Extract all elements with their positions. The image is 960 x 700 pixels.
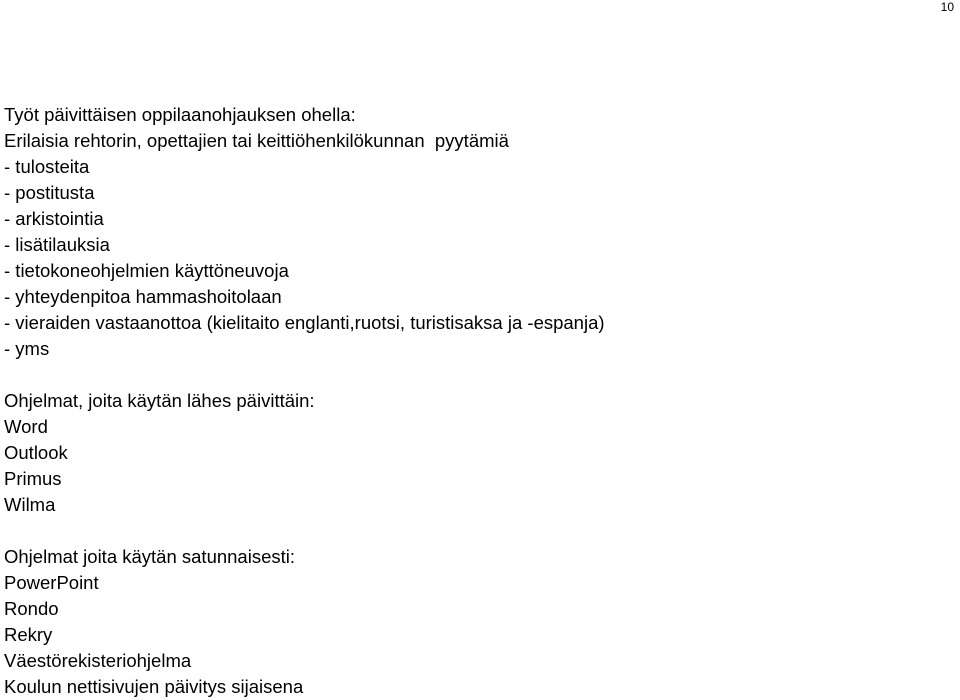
document-body	[4, 102, 950, 700]
spacer	[4, 362, 950, 388]
list-item: - arkistointia	[4, 208, 104, 229]
occasional-programs-heading: Ohjelmat joita käytän satunnaisesti:	[4, 546, 296, 567]
list-item: - postitusta	[4, 182, 95, 203]
list-item: Rekry	[4, 624, 53, 645]
list-item: Primus	[4, 468, 62, 489]
spacer	[4, 518, 950, 544]
list-item: Outlook	[4, 442, 68, 463]
list-item: Word	[4, 416, 48, 437]
daily-programs-heading: Ohjelmat, joita käytän lähes päivittäin:	[4, 390, 315, 411]
list-item: - yms	[4, 338, 50, 359]
page-number: 10	[940, 0, 954, 14]
list-item: PowerPoint	[4, 572, 99, 593]
tasks-intro: Erilaisia rehtorin, opettajien tai keittiöhenkilökunnan pyytämiä	[4, 130, 509, 151]
list-item: Rondo	[4, 598, 59, 619]
list-item: - tietokoneohjelmien käyttöneuvoja	[4, 260, 289, 281]
list-item: Väestörekisteriohjelma	[4, 650, 192, 671]
tasks-heading: Työt päivittäisen oppilaanohjauksen ohella:	[4, 104, 356, 125]
list-item: - vieraiden vastaanottoa (kielitaito englanti,ruotsi, turistisaksa ja -espanja)	[4, 312, 605, 333]
list-item: Wilma	[4, 494, 56, 515]
list-item: - yhteydenpitoa hammashoitolaan	[4, 286, 282, 307]
list-item: - tulosteita	[4, 156, 90, 177]
list-item: - lisätilauksia	[4, 234, 110, 255]
list-item: Koulun nettisivujen päivitys sijaisena	[4, 676, 304, 697]
